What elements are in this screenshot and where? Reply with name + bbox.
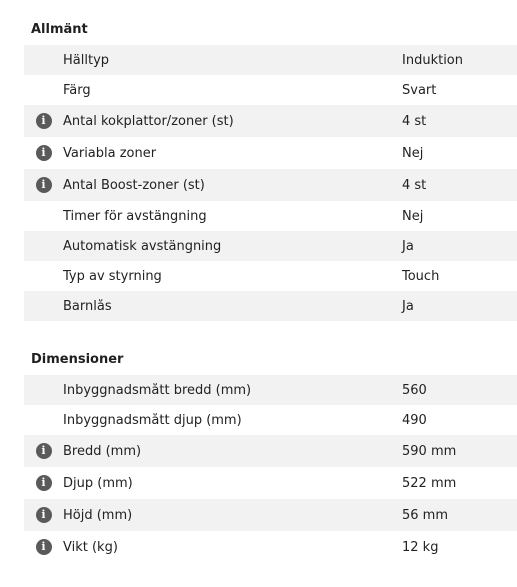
spec-row bbox=[24, 435, 517, 467]
info-icon[interactable]: i bbox=[36, 443, 52, 459]
spec-row bbox=[24, 375, 517, 405]
spec-row bbox=[24, 169, 517, 201]
spec-table bbox=[24, 45, 517, 321]
spec-label: Antal kokplattor/zoner (st) bbox=[63, 113, 234, 129]
spec-label: Bredd (mm) bbox=[63, 443, 142, 459]
info-icon[interactable]: i bbox=[36, 475, 52, 491]
spec-row bbox=[24, 105, 517, 137]
spec-label: Variabla zoner bbox=[63, 145, 157, 161]
spec-label: Vikt (kg) bbox=[63, 539, 118, 555]
spec-value: 522 mm bbox=[402, 475, 457, 491]
spec-row bbox=[24, 291, 517, 321]
spec-value: Nej bbox=[402, 208, 424, 224]
spec-label: Djup (mm) bbox=[63, 475, 133, 491]
spec-value: Induktion bbox=[402, 52, 463, 68]
info-icon[interactable]: i bbox=[36, 113, 52, 129]
spec-label: Typ av styrning bbox=[63, 268, 162, 284]
spec-row bbox=[24, 261, 517, 291]
spec-value: 4 st bbox=[402, 177, 427, 193]
section-title: Allmänt bbox=[31, 22, 88, 37]
spec-row bbox=[24, 405, 517, 435]
info-icon[interactable]: i bbox=[36, 145, 52, 161]
spec-label: Barnlås bbox=[63, 298, 112, 314]
spec-value: 56 mm bbox=[402, 507, 449, 523]
spec-value: 560 bbox=[402, 382, 427, 398]
spec-table bbox=[24, 375, 517, 563]
spec-row bbox=[24, 231, 517, 261]
spec-value: Nej bbox=[402, 145, 424, 161]
spec-label: Hälltyp bbox=[63, 52, 110, 68]
spec-value: Ja bbox=[402, 238, 414, 254]
info-icon[interactable]: i bbox=[36, 507, 52, 523]
spec-label: Inbyggnadsmått djup (mm) bbox=[63, 412, 242, 428]
spec-label: Antal Boost-zoner (st) bbox=[63, 177, 205, 193]
spec-value: 12 kg bbox=[402, 539, 439, 555]
info-icon[interactable]: i bbox=[36, 539, 52, 555]
spec-value: Svart bbox=[402, 82, 437, 98]
spec-row bbox=[24, 531, 517, 563]
section-allmant bbox=[24, 20, 517, 321]
section-title: Dimensioner bbox=[31, 352, 124, 367]
spec-row bbox=[24, 137, 517, 169]
spec-label: Timer för avstängning bbox=[63, 208, 207, 224]
spec-label: Färg bbox=[63, 82, 91, 98]
spec-row bbox=[24, 45, 517, 75]
info-icon[interactable]: i bbox=[36, 177, 52, 193]
spec-value: Ja bbox=[402, 298, 414, 314]
spec-row bbox=[24, 75, 517, 105]
section-dimensioner bbox=[24, 350, 517, 563]
spec-value: 490 bbox=[402, 412, 427, 428]
spec-row bbox=[24, 201, 517, 231]
spec-label: Automatisk avstängning bbox=[63, 238, 222, 254]
spec-row bbox=[24, 499, 517, 531]
spec-label: Inbyggnadsmått bredd (mm) bbox=[63, 382, 252, 398]
spec-row bbox=[24, 467, 517, 499]
spec-value: Touch bbox=[402, 268, 440, 284]
spec-label: Höjd (mm) bbox=[63, 507, 133, 523]
spec-value: 590 mm bbox=[402, 443, 457, 459]
spec-value: 4 st bbox=[402, 113, 427, 129]
